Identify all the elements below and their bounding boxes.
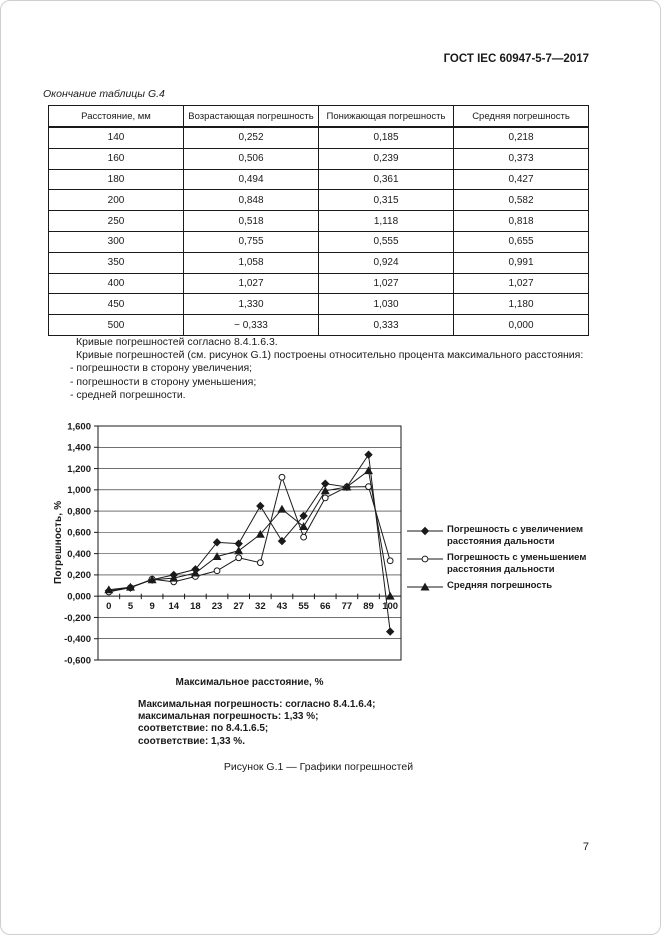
legend-label: Средняя погрешность xyxy=(447,580,553,591)
table-cell: 0,185 xyxy=(319,127,454,148)
table-row xyxy=(49,211,589,232)
x-tick-label: 18 xyxy=(190,601,201,613)
table-cell: 0,991 xyxy=(454,252,589,273)
triangle-marker-icon xyxy=(234,546,243,554)
table-cell: 1,027 xyxy=(319,273,454,294)
page-number: 7 xyxy=(582,841,589,853)
y-tick-label: 1,600 xyxy=(67,421,91,433)
table-cell: 0,218 xyxy=(454,127,589,148)
table-column-header: Понижающая погрешность xyxy=(319,106,454,128)
circle-marker-icon xyxy=(387,558,393,564)
diamond-marker-icon xyxy=(256,502,264,510)
table-cell: − 0,333 xyxy=(184,315,319,336)
chart-notes xyxy=(138,699,375,748)
circle-marker-icon xyxy=(279,474,285,480)
table-cell: 0,582 xyxy=(454,190,589,211)
circle-marker-icon xyxy=(422,556,428,562)
table-row xyxy=(49,190,589,211)
body-line: Кривые погрешностей согласно 8.4.1.6.3. xyxy=(76,336,278,348)
triangle-marker-icon xyxy=(277,505,286,513)
x-tick-label: 43 xyxy=(276,601,288,613)
y-tick-label: 0,800 xyxy=(67,506,91,518)
x-tick-label: 23 xyxy=(211,601,223,613)
y-tick-label: 1,000 xyxy=(67,485,91,497)
y-tick-label: 0,400 xyxy=(67,548,91,560)
legend-label: Погрешность с увеличением расстояния дальности xyxy=(447,524,584,547)
y-tick-label: 0,200 xyxy=(67,570,91,582)
table-cell: 0,373 xyxy=(454,148,589,169)
body-list-item: - погрешности в сторону уменьшения; xyxy=(70,375,257,388)
error-table xyxy=(48,105,589,336)
table-cell: 0,818 xyxy=(454,211,589,232)
table-column-header: Средняя погрешность xyxy=(454,106,589,128)
table-cell: 0,555 xyxy=(319,231,454,252)
body-list-item: - погрешности в сторону увеличения; xyxy=(70,362,253,375)
y-tick-label: -0,600 xyxy=(64,655,91,667)
table-cell: 1,118 xyxy=(319,211,454,232)
y-tick-label: 1,400 xyxy=(67,442,91,454)
table-cell: 450 xyxy=(49,294,184,315)
table-cell: 350 xyxy=(49,252,184,273)
table-cell: 0,506 xyxy=(184,148,319,169)
table-cell: 160 xyxy=(49,148,184,169)
note-line: соответствие: по 8.4.1.6.5; xyxy=(138,723,269,735)
circle-marker-icon xyxy=(322,495,328,501)
table-cell: 0,427 xyxy=(454,169,589,190)
table-row xyxy=(49,315,589,336)
table-caption: Окончание таблицы G.4 xyxy=(43,88,165,100)
circle-marker-icon xyxy=(236,555,242,561)
body-text xyxy=(48,336,589,402)
table-cell: 180 xyxy=(49,169,184,190)
chart-y-axis-title: Погрешность, % xyxy=(53,500,64,584)
x-tick-label: 32 xyxy=(255,601,266,613)
x-tick-label: 100 xyxy=(382,601,399,613)
table-cell: 0,848 xyxy=(184,190,319,211)
legend-marker xyxy=(407,525,443,537)
table-cell: 1,027 xyxy=(184,273,319,294)
chart-x-axis-title: Максимальное расстояние, % xyxy=(175,677,324,688)
x-tick-label: 27 xyxy=(233,601,244,613)
body-list-item: - средней погрешности. xyxy=(70,388,186,401)
table-column-header: Возрастающая погрешность xyxy=(184,106,319,128)
table-cell: 0,655 xyxy=(454,231,589,252)
error-chart xyxy=(51,416,411,696)
triangle-marker-icon xyxy=(299,522,308,530)
note-line: соответствие: 1,33 %. xyxy=(138,735,245,747)
table-cell: 0,333 xyxy=(319,315,454,336)
table-cell: 1,330 xyxy=(184,294,319,315)
table-cell: 0,315 xyxy=(319,190,454,211)
x-tick-label: 89 xyxy=(363,601,374,613)
table-cell: 1,027 xyxy=(454,273,589,294)
table-row xyxy=(49,252,589,273)
y-tick-label: 0,000 xyxy=(67,591,91,603)
legend-item xyxy=(407,580,635,593)
circle-marker-icon xyxy=(214,568,220,574)
chart-legend xyxy=(407,524,635,598)
table-column-header: Расстояние, мм xyxy=(49,106,184,128)
table-cell: 1,180 xyxy=(454,294,589,315)
table-row xyxy=(49,169,589,190)
note-line: Максимальная погрешность: согласно 8.4.1.6.4; xyxy=(138,699,376,710)
y-tick-label: -0,400 xyxy=(64,634,91,646)
table-cell: 0,924 xyxy=(319,252,454,273)
table-cell: 500 xyxy=(49,315,184,336)
table-cell: 0,000 xyxy=(454,315,589,336)
note-line: максимальная погрешность: 1,33 %; xyxy=(138,711,319,723)
table-cell: 1,058 xyxy=(184,252,319,273)
table-row xyxy=(49,148,589,169)
x-tick-label: 5 xyxy=(127,601,134,613)
table-cell: 0,252 xyxy=(184,127,319,148)
table-cell: 200 xyxy=(49,190,184,211)
table-row xyxy=(49,294,589,315)
table-cell: 0,755 xyxy=(184,231,319,252)
y-tick-label: 1,200 xyxy=(67,463,91,475)
table-cell: 0,239 xyxy=(319,148,454,169)
x-tick-label: 77 xyxy=(341,601,353,613)
x-tick-label: 14 xyxy=(168,601,180,613)
legend-marker xyxy=(407,581,443,593)
table-row xyxy=(49,273,589,294)
table-row xyxy=(49,231,589,252)
body-line: Кривые погрешностей (см. рисунок G.1) построены относительно процента максимального расстояния: xyxy=(76,349,584,362)
legend-item xyxy=(407,552,635,575)
table-cell: 0,518 xyxy=(184,211,319,232)
legend-item xyxy=(407,524,635,547)
diamond-marker-icon xyxy=(386,627,394,635)
table-cell: 140 xyxy=(49,127,184,148)
y-tick-label: -0,200 xyxy=(64,612,91,624)
table-cell: 400 xyxy=(49,273,184,294)
table-row xyxy=(49,127,589,148)
table-cell: 300 xyxy=(49,231,184,252)
x-tick-label: 66 xyxy=(319,601,331,613)
x-tick-label: 9 xyxy=(149,601,155,613)
circle-marker-icon xyxy=(301,534,307,540)
table-cell: 0,494 xyxy=(184,169,319,190)
table-cell: 1,030 xyxy=(319,294,454,315)
table-header xyxy=(49,106,589,128)
document-header-title: ГОСТ IEC 60947-5-7—2017 xyxy=(443,53,589,65)
legend-label: Погрешность с уменьшением расстояния дальности xyxy=(447,552,587,575)
x-tick-label: 0 xyxy=(106,601,112,613)
y-tick-label: 0,600 xyxy=(67,527,91,539)
table-header-row xyxy=(49,106,589,128)
circle-marker-icon xyxy=(257,560,263,566)
diamond-marker-icon xyxy=(421,527,429,535)
table-cell: 250 xyxy=(49,211,184,232)
table-cell: 0,361 xyxy=(319,169,454,190)
x-tick-label: 55 xyxy=(298,601,309,613)
triangle-marker-icon xyxy=(364,466,373,474)
legend-marker xyxy=(407,553,443,565)
figure-caption: Рисунок G.1 — Графики погрешностей xyxy=(223,761,414,773)
diamond-marker-icon xyxy=(364,451,372,459)
table-body xyxy=(49,127,589,335)
